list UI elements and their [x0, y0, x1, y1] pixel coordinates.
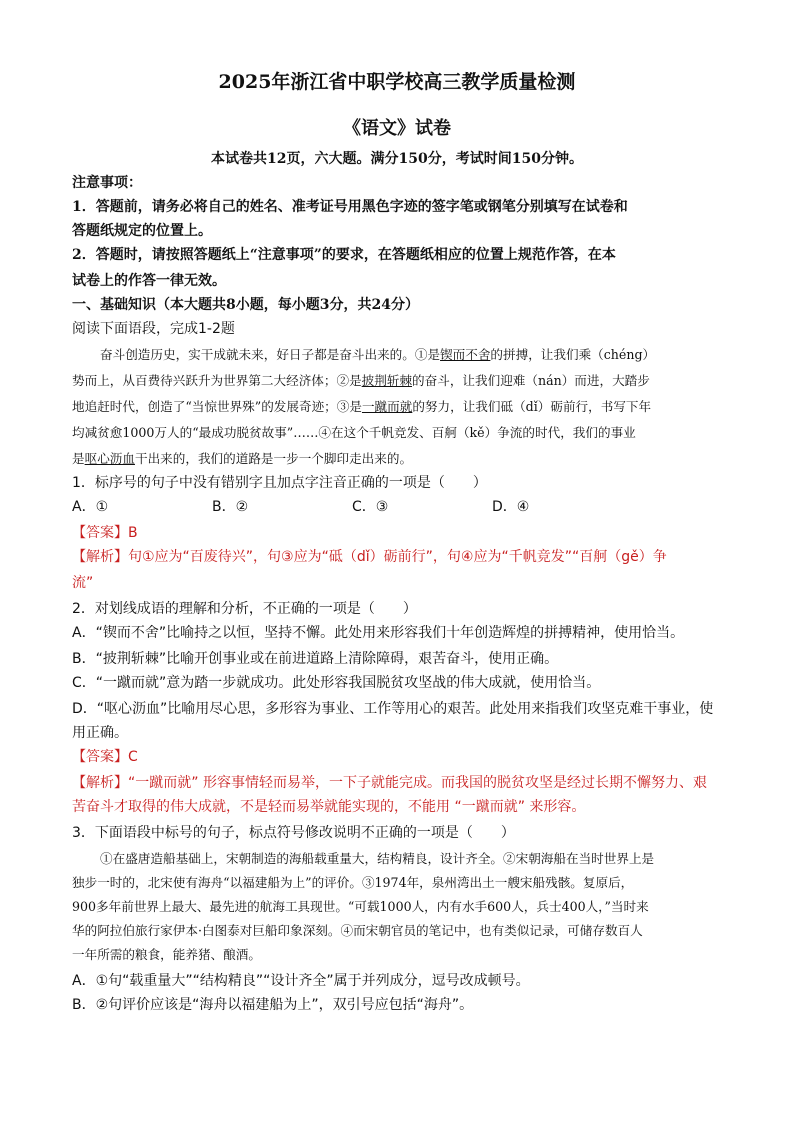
question-2-answer: 【答案】C [72, 749, 138, 765]
notice-item-1-cont: 答题纸规定的位置上。 [72, 223, 212, 239]
question-1-option-b: B．② [212, 499, 249, 515]
question-3-option-a: A．①句“载重量大”“结构精良”“设计齐全”属于并列成分，逗号改成顿号。 [72, 973, 530, 989]
passage-text: 地追赶时代，创造了“当惊世界殊”的发展奇迹；③是 [72, 399, 362, 414]
passage-line [72, 398, 651, 416]
question-3-option-b: B．②句评价应该是“海舟以福建船为上”，双引号应包括“海舟”。 [72, 997, 474, 1013]
question-1-analysis: 【解析】句①应为“百废待兴”，句③应为“砥（dǐ）砺前行”，句④应为“千帆竞发”“百舸（gě）争 [72, 549, 667, 565]
question-1-stem: 1．标序号的句子中没有错别字且加点字注音正确的一项是（ ） [72, 475, 487, 491]
question-2-option-d: D．“呕心沥血”比喻用尽心思，多形容为事业、工作等用心的艰苦。此处用来指我们攻坚克难干事业，使 [72, 701, 714, 717]
notice-item-1: 1．答题前，请务必将自己的姓名、准考证号用黑色字迹的签字笔或钢笔分别填写在试卷和 [72, 199, 628, 215]
question-2-option-b: B．“披荆斩棘”比喻开创事业或在前进道路上清除障碍，艰苦奋斗，使用正确。 [72, 651, 559, 667]
passage-text: 势而上，从百费待兴跃升为世界第二大经济体；②是 [72, 373, 362, 388]
exam-info: 本试卷共12页，六大题。满分150分，考试时间150分钟。 [211, 151, 583, 167]
question-2-analysis: 【解析】“一蹴而就” 形容事情轻而易举，一下子就能完成。而我国的脱贫攻坚是经过长期不懈努力、艰 [72, 775, 707, 791]
question-1-option-d: D．④ [492, 499, 530, 515]
passage-text: 的努力，让我们砥（dǐ）砺前行，书写下年 [412, 399, 652, 414]
question-3-passage: ①在盛唐造船基础上，宋朝制造的海船载重量大，结构精良，设计齐全。②宋朝海船在当时世界上是 [100, 851, 655, 866]
passage-text: 的拼搏，让我们乘（chéng） [490, 347, 656, 362]
question-1-analysis-cont: 流” [72, 575, 94, 591]
idiom-underlined: 锲而不舍 [440, 347, 491, 362]
passage-intro: 阅读下面语段，完成1-2题 [72, 321, 235, 337]
exam-subtitle: 《语文》试卷 [343, 118, 451, 139]
idiom-underlined: 披荆斩棘 [361, 373, 413, 388]
notice-heading: 注意事项： [72, 175, 142, 191]
passage-line [100, 346, 655, 364]
question-2-option-c: C．“一蹴而就”意为踏一步就成功。此处形容我国脱贫攻坚战的伟大成就，使用恰当。 [72, 675, 601, 691]
passage-text: 的奋斗，让我们迎难（nán）而进，大踏步 [412, 373, 650, 388]
idiom-underlined: 呕心沥血 [84, 451, 135, 466]
passage-line [72, 450, 412, 468]
question-2-stem: 2．对划线成语的理解和分析，不正确的一项是（ ） [72, 601, 417, 617]
passage-text: 是 [72, 451, 85, 466]
question-3-stem: 3．下面语段中标号的句子，标点符号修改说明不正确的一项是（ ） [72, 825, 515, 841]
passage-text: 干出来的，我们的道路是一步一个脚印走出来的。 [134, 451, 413, 466]
question-3-passage: 华的阿拉伯旅行家伊本·白图泰对巨船印象深刻。④而宋朝官员的笔记中，也有类似记录，可储存数百人 [72, 923, 643, 938]
section-heading: 一、基础知识（本大题共8小题，每小题3分，共24分） [72, 297, 419, 313]
passage-text: 奋斗创造历史，实干成就未来，好日子都是奋斗出来的。①是 [100, 347, 441, 362]
notice-item-2: 2．答题时，请按照答题纸上“注意事项”的要求，在答题纸相应的位置上规范作答，在本 [72, 247, 616, 263]
question-1-option-a: A．① [72, 499, 109, 515]
exam-title: 2025年浙江省中职学校高三教学质量检测 [218, 71, 576, 93]
question-2-option-a: A．“锲而不舍”比喻持之以恒，坚持不懈。此处用来形容我们十年创造辉煌的拼搏精神，使用恰当。 [72, 625, 685, 641]
question-2-analysis-cont: 苦奋斗才取得的伟大成就，不是轻而易举就能实现的，不能用 “一蹴而就” 来形容。 [72, 799, 586, 815]
passage-line [72, 372, 650, 390]
question-2-option-d-cont: 用正确。 [72, 725, 128, 741]
question-3-passage: 900多年前世界上最大、最先进的航海工具现世。“可载1000人，内有水手600人，兵士400人，”当时来 [72, 899, 649, 914]
idiom-underlined: 一蹴而就 [361, 399, 413, 414]
question-3-passage: 一年所需的粮食，能养猪、酿酒。 [72, 947, 261, 962]
passage-line: 均减贫愈1000万人的“最成功脱贫故事”……④在这个千帆竞发、百舸（kě）争流的时代，我们的事业 [72, 425, 636, 440]
question-1-option-c: C．③ [352, 499, 389, 515]
question-3-passage: 独步一时的，北宋使有海舟“以福建船为上”的评价。③1974年，泉州湾出土一艘宋船残骸。复原后， [72, 875, 634, 890]
notice-item-2-cont: 试卷上的作答一律无效。 [72, 273, 226, 289]
question-1-answer: 【答案】B [72, 525, 138, 541]
